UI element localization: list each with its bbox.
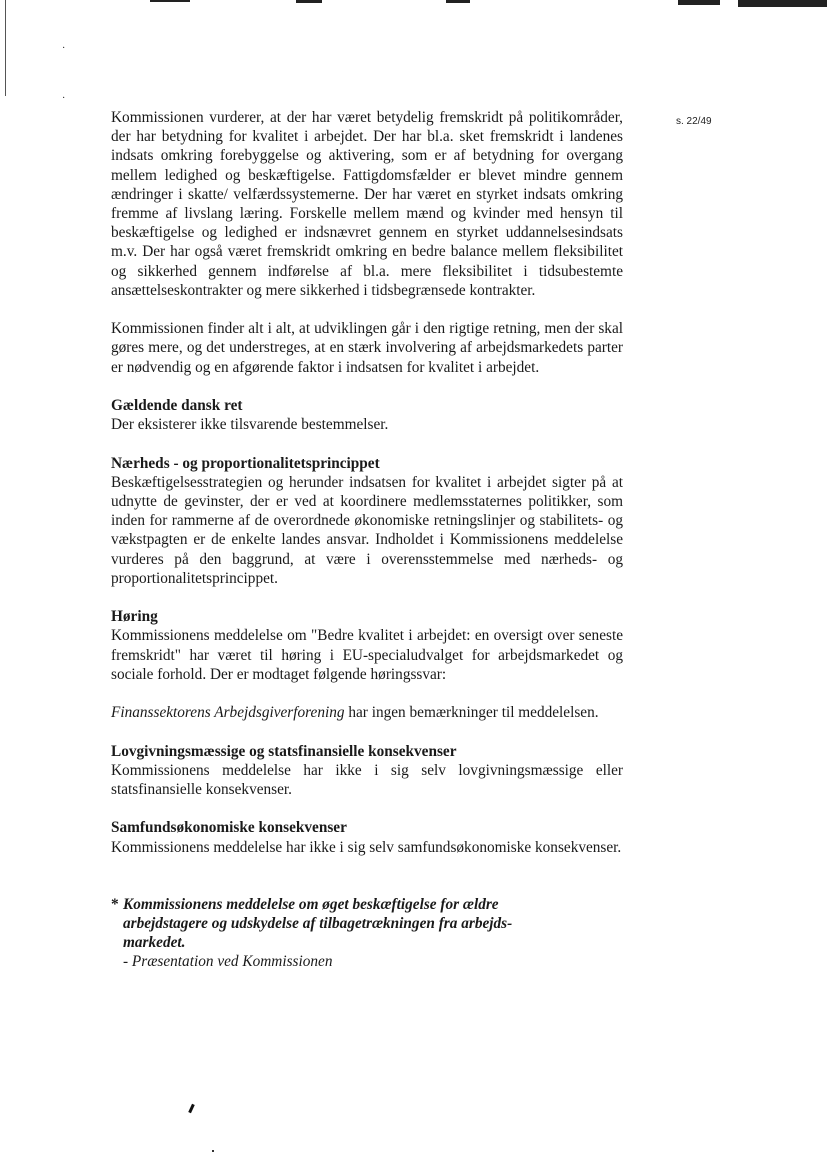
page-number: s. 22/49 (676, 116, 712, 127)
paragraph-assessment: Kommissionen vurderer, at der har været betydelig fremskridt på politikområder, der har betydning for kvalitet i arbejdet. Der har bl.a. sket fremskridt i landenes indsats omkring forebyggelse og aktivering, som er af betydning for overgang mellem ledighed og beskæftigelse. Fattigdomsfælder er blevet mindre gennem ændringer i skatte/ velfærdssystemerne. Der har været en styrket indsats omkring fremme af livslang læring. Forskelle mellem mænd og kvinder med hensyn til beskæftigelse og ledighed er indsnævret gennem en styrket uddannelsesindsats m.v. Der har også været fremskridt omkring en bedre balance mellem fleksibilitet og sikkerhed gennem indførelse af bl.a. mere fleksibilitet i tidsubestemte ansættelseskontrakter og mere sikkerhed i tidsbegrænsede kontrakter. (111, 109, 623, 299)
agenda-item-title-line1 (111, 895, 623, 914)
scan-speck: · (62, 43, 66, 54)
heading-samfundsokonomi: Samfundsøkonomiske konsekvenser (111, 819, 347, 837)
heading-horing: Høring (111, 608, 158, 626)
text-samfundsokonomi: Kommissionens meddelelse har ikke i sig selv samfundsøkonomiske konsekvenser. (111, 838, 622, 856)
scan-pen-mark (188, 1104, 195, 1113)
heading-lovgivning: Lovgivningsmæssige og statsfinansielle konsekvenser (111, 742, 457, 760)
text-lovgivning: Kommissionens meddelelse har ikke i sig selv lovgivningsmæssige eller statsfinansielle konsekvenser. (111, 761, 623, 799)
agenda-item-title-line2: arbejdstagere og udskydelse af tilbagetrækningen fra arbejds- (123, 915, 513, 933)
scan-artifact-left-edge (5, 0, 6, 96)
text-horing: Kommissionens meddelelse om "Bedre kvalitet i arbejdet: en oversigt over seneste fremskridt" har været til høring i EU-specialudvalget for arbejdsmarkedet og sociale forhold. Der er modtaget følgende høringssvar: (111, 627, 623, 683)
agenda-item-title-line3: markedet. (123, 934, 186, 952)
document-body (111, 108, 623, 972)
agenda-item (111, 895, 623, 972)
text-gaeldende-dansk-ret: Der eksisterer ikke tilsvarende bestemmelser. (111, 416, 389, 434)
horing-response (111, 703, 623, 722)
text-naerhedsprincippet: Beskæftigelsesstrategien og herunder indsatsen for kvalitet i arbejdet sigter på at udnytte de gevinster, der er ved at koordinere medlemsstaternes politikker, som inden for rammerne af de overordnede økonomiske retningslinjer og stabilitets- og vækstpagten er de enkelte landes ansvar. Indholdet i Kommissionens meddelelse vurderes på den baggrund, at være i overensstemmelse med nærheds- og proportionalitetsprincippet. (111, 473, 623, 587)
horing-response-text: har ingen bemærkninger til meddelelsen. (344, 704, 599, 722)
agenda-item-subtitle: - Præsentation ved Kommissionen (123, 953, 333, 971)
scan-speck (212, 1150, 214, 1152)
horing-respondent: Finanssektorens Arbejdsgiverforening (111, 704, 345, 722)
agenda-title-text-1: Kommissionens meddelelse om øget beskæftigelse for ældre (123, 895, 499, 913)
paragraph-conclusion: Kommissionen finder alt i alt, at udviklingen går i den rigtige retning, men der skal gøres mere, og det understreges, at en stærk involvering af arbejdsmarkedets parter er nødvendig og en afgørende faktor i indsatsen for kvalitet i arbejdet. (111, 320, 623, 376)
heading-gaeldende-dansk-ret: Gældende dansk ret (111, 397, 243, 415)
heading-naerhedsprincippet: Nærheds - og proportionalitetsprincippet (111, 454, 380, 472)
agenda-bullet-marker: * (111, 895, 119, 913)
scan-speck: · (62, 93, 66, 104)
scan-artifact-top (0, 0, 827, 12)
